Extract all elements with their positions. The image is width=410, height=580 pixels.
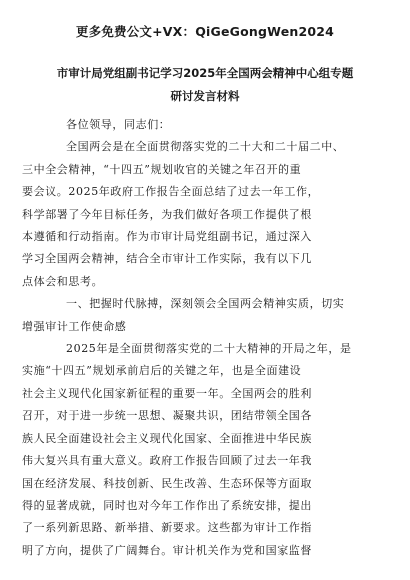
paragraph-line: 伟大复兴具有重大意义。政府工作报告回顾了过去一年我 — [22, 454, 312, 468]
paragraph-line: 点体会和思考。 — [22, 274, 104, 288]
paragraph-line: 要会议。2025年政府工作报告全面总结了过去一年工作， — [22, 185, 320, 199]
paragraph-line: 明了方向，提供了广阔舞台。审计机关作为党和国家监督 — [22, 543, 312, 557]
paragraph-line: 2025年是全面贯彻落实党的二十大精神的开局之年，是 — [66, 342, 352, 356]
paragraph-line: 三中全会精神，“十四五”规划收官的关键之年召开的重 — [22, 162, 302, 176]
heading-line: 增强审计工作使命感 — [22, 319, 127, 333]
section-heading-1 — [22, 293, 366, 338]
title-line: 市审计局党组副书记学习2025年全国两会精神中心组专题 — [56, 66, 354, 80]
paragraph-line: 学习全国两会精神，结合全市审计工作实际，我有以下几 — [22, 252, 312, 266]
document-title — [44, 62, 366, 108]
paragraph-line: 得的显著成就，同时也对今年工作作出了系统安排，提出 — [22, 498, 312, 512]
paragraph-line: 族人民全面建设社会主义现代化国家、全面推进中华民族 — [22, 431, 312, 445]
paragraph-intro — [22, 136, 366, 293]
paragraph-line: 社会主义现代化国家新征程的重要一年。全国两会的胜利 — [22, 386, 312, 400]
salutation-text: 各位领导，同志们： — [66, 118, 171, 131]
paragraph-line: 了一系列新思路、新举措、新要求。这些都为审计工作指 — [22, 521, 312, 535]
paragraph-line: 全国两会是在全面贯彻落实党的二十大和二十届二中、 — [66, 140, 345, 154]
paragraph-section-1 — [22, 338, 366, 562]
heading-line: 一、把握时代脉搏，深刻领会全国两会精神实质，切实 — [66, 297, 345, 311]
salutation — [44, 114, 366, 136]
paragraph-line: 实施“十四五”规划承前启后的关键之年，也是全面建设 — [22, 364, 302, 378]
paragraph-line: 科学部署了今年目标任务，为我们做好各项工作提供了根 — [22, 207, 312, 221]
title-line: 研讨发言材料 — [170, 89, 240, 103]
paragraph-line: 召开，对于进一步统一思想、凝聚共识，团结带领全国各 — [22, 409, 312, 423]
promo-banner: 更多免费公文+VX：QiGeGongWen2024 — [75, 24, 335, 39]
paragraph-line: 国在经济发展、科技创新、民生改善、生态环保等方面取 — [22, 476, 312, 490]
paragraph-line: 本遵循和行动指南。作为市审计局党组副书记，通过深入 — [22, 230, 312, 244]
